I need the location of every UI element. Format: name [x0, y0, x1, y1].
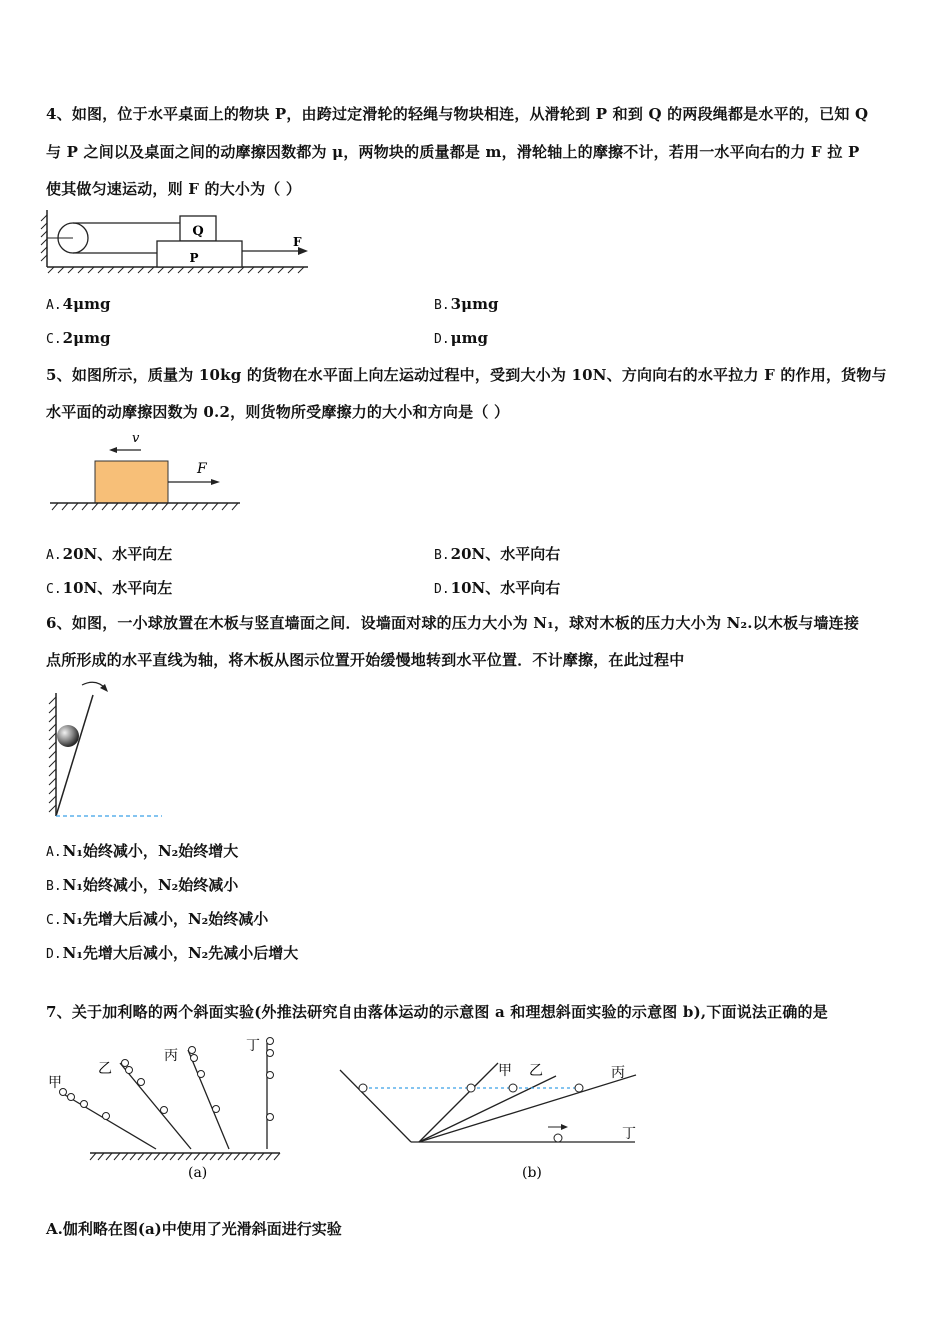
q5-option-b-text: 20N、水平向右 — [450, 545, 561, 563]
q7b-label-yi: 乙 — [529, 1063, 543, 1079]
q6-option-c-text: N₁先增大后减小，N₂始终减小 — [62, 910, 269, 928]
q6-option-d-key: D. — [46, 947, 62, 962]
q7b-caption: (b) — [522, 1165, 542, 1181]
q7a-caption: (a) — [188, 1165, 208, 1181]
q7-option-a[interactable]: A.伽利略在图(a)中使用了光滑斜面进行实验 — [46, 1220, 342, 1238]
q6-ball-board-figure — [40, 675, 170, 825]
q5-label-f: F — [197, 461, 207, 477]
q4-option-d[interactable] — [434, 329, 488, 347]
q4-option-a[interactable] — [46, 295, 110, 313]
q5-label-v: v — [132, 431, 140, 446]
q5-option-c-text: 10N、水平向左 — [62, 579, 173, 597]
q4-option-d-key: D. — [434, 332, 450, 347]
q6-option-b[interactable] — [46, 874, 238, 895]
q6-stem-line-2: 点所形成的水平直线为轴，将木板从图示位置开始缓慢地转到水平位置．不计摩擦，在此过程中 — [46, 651, 685, 669]
q5-option-d-text: 10N、水平向右 — [450, 579, 561, 597]
q6-option-b-text: N₁始终减小，N₂始终减小 — [62, 876, 239, 894]
q4-option-b[interactable] — [434, 295, 498, 313]
q6-option-c-key: C. — [46, 913, 62, 928]
q6-stem-line-1: 6、如图，一小球放置在木板与竖直墙面之间．设墙面对球的压力大小为 N₁，球对木板的压力大小为 N₂.以木板与墙连接 — [46, 614, 860, 632]
q7-figure-b — [335, 1030, 645, 1185]
q5-cargo-block — [95, 461, 168, 503]
q5-option-d[interactable] — [434, 577, 560, 598]
q7a-label-jia: 甲 — [48, 1075, 62, 1091]
q6-option-a-key: A. — [46, 845, 62, 860]
q6-option-d-text: N₁先增大后减小，N₂先减小后增大 — [62, 944, 299, 962]
q5-option-a-text: 20N、水平向左 — [62, 545, 173, 563]
q5-option-d-key: D. — [434, 582, 450, 597]
q4-stem-line-1: 4、如图，位于水平桌面上的物块 P，由跨过定滑轮的轻绳与物块相连，从滑轮到 P 和到 Q 的两段绳都是水平的，已知 Q — [46, 105, 869, 123]
q4-label-q: Q — [192, 224, 204, 239]
q7b-label-ding: 丁 — [622, 1126, 636, 1142]
q4-option-a-text: 4μmg — [62, 295, 111, 313]
q7a-label-bing: 丙 — [164, 1048, 178, 1064]
q4-pulley-figure — [40, 205, 320, 280]
q4-option-c-text: 2μmg — [62, 329, 111, 347]
q4-option-b-key: B. — [434, 298, 450, 313]
q4-option-c[interactable] — [46, 329, 110, 347]
q7a-label-yi: 乙 — [98, 1061, 112, 1077]
q4-option-d-text: μmg — [450, 329, 488, 347]
q4-label-f: F — [293, 235, 302, 249]
q4-stem-line-2: 与 P 之间以及桌面之间的动摩擦因数都为 μ，两物块的质量都是 m，滑轮轴上的摩擦不计，若用一水平向右的力 F 拉 P — [46, 143, 860, 161]
q6-option-c[interactable] — [46, 908, 268, 929]
q4-option-c-key: C. — [46, 332, 62, 347]
q7b-label-bing: 丙 — [611, 1065, 625, 1081]
q5-option-b[interactable] — [434, 543, 560, 564]
q5-option-c[interactable] — [46, 577, 172, 598]
q6-option-a-text: N₁始终减小，N₂始终增大 — [62, 842, 239, 860]
q6-option-a[interactable] — [46, 840, 238, 861]
q5-block-figure — [48, 425, 248, 520]
q5-option-b-key: B. — [434, 548, 450, 563]
q7-figure-a — [40, 1030, 290, 1185]
q5-option-a[interactable] — [46, 543, 172, 564]
q4-stem-line-3: 使其做匀速运动，则 F 的大小为（ ） — [46, 180, 302, 198]
q4-label-p: P — [189, 251, 199, 265]
q4-option-b-text: 3μmg — [450, 295, 499, 313]
q5-stem-line-2: 水平面的动摩擦因数为 0.2，则货物所受摩擦力的大小和方向是（ ） — [46, 403, 510, 421]
q6-option-d[interactable] — [46, 942, 298, 963]
q7a-label-ding: 丁 — [246, 1038, 260, 1054]
q5-option-c-key: C. — [46, 582, 62, 597]
q7-stem-line-1: 7、关于加利略的两个斜面实验(外推法研究自由落体运动的示意图 a 和理想斜面实验的示意图 b),下面说法正确的是 — [46, 1003, 828, 1021]
q4-option-a-key: A. — [46, 298, 62, 313]
q7b-label-jia: 甲 — [498, 1063, 512, 1079]
q5-option-a-key: A. — [46, 548, 62, 563]
q5-stem-line-1: 5、如图所示，质量为 10kg 的货物在水平面上向左运动过程中，受到大小为 10N、方向向右的水平拉力 F 的作用，货物与 — [46, 366, 887, 384]
q6-option-b-key: B. — [46, 879, 62, 894]
